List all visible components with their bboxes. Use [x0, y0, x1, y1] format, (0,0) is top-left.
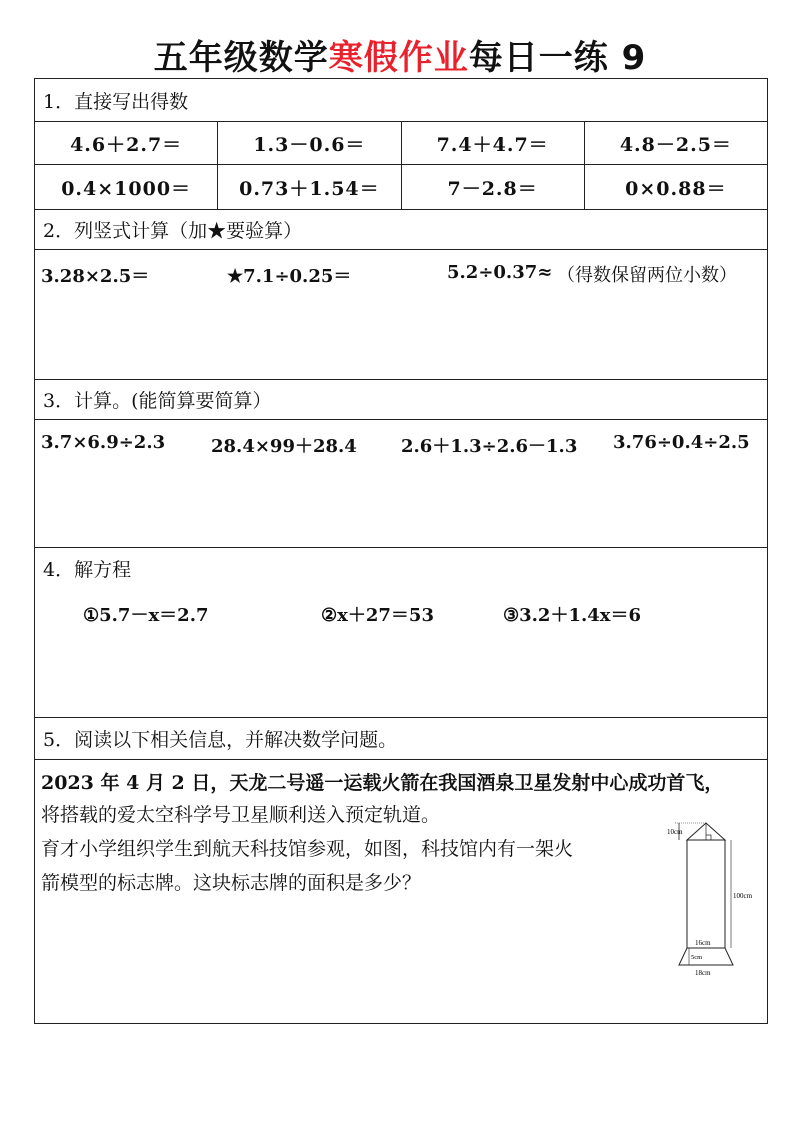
s5-para2-line2: 箭模型的标志牌。这块标志牌的面积是多少？: [41, 872, 422, 894]
section3-heading: 3．计算。(能简算要简算）: [35, 379, 767, 419]
fig-label-top: 10cm: [667, 828, 683, 836]
s1-cell: 4.8－2.5＝: [584, 122, 767, 164]
title-part1: 五年级数学: [153, 38, 329, 78]
section5-heading: 5．阅读以下相关信息，并解决数学问题。: [35, 717, 767, 759]
section4-heading: 4．解方程: [35, 547, 767, 589]
section1-row1: [35, 121, 767, 164]
page-title: [0, 30, 800, 79]
fig-label-bottom: 18cm: [695, 969, 711, 977]
title-highlight: 寒假作业: [328, 38, 469, 78]
s1-cell: 7.4＋4.7＝: [401, 122, 584, 164]
fig-label-height: 100cm: [733, 892, 753, 900]
s1-cell: 4.6＋2.7＝: [70, 133, 183, 156]
section1-heading: 1．直接写出得数: [43, 90, 189, 113]
section1-row2: [35, 164, 767, 209]
s3-item: 2.6＋1.3÷2.6－1.3: [401, 436, 578, 457]
s1-cell: 0×0.88＝: [584, 165, 767, 209]
s1-cell: 0.4×1000＝: [61, 177, 192, 200]
s2-note: （得数保留两位小数）: [557, 265, 737, 286]
fig-label-inner: 16cm: [695, 939, 711, 947]
s3-item: 28.4×99＋28.4: [211, 436, 357, 457]
s3-item: 3.76÷0.4÷2.5: [613, 432, 750, 453]
s5-para2-line1: 育才小学组织学生到航天科技馆参观，如图，科技馆内有一架火: [41, 838, 574, 860]
s4-item: ③3.2＋1.4x＝6: [503, 605, 642, 626]
s3-item: 3.7×6.9÷2.3: [41, 432, 166, 453]
s2-item: 3.28×2.5＝: [41, 266, 150, 287]
s5-para1-line1: 2023 年 4 月 2 日，天龙二号遥一运载火箭在我国酒泉卫星发射中心成功首飞，: [41, 772, 724, 794]
title-part2: 每日一练 9: [468, 38, 647, 78]
fig-label-small: 5cm: [691, 954, 703, 961]
section3-body: [35, 419, 767, 547]
s1-cell: 1.3－0.6＝: [217, 122, 400, 164]
s1-cell: 7－2.8＝: [401, 165, 584, 209]
s2-item: ★7.1÷0.25＝: [227, 266, 352, 287]
s2-item: 5.2÷0.37≈: [447, 262, 553, 283]
section2-body: [35, 249, 767, 379]
section2-heading: 2．列竖式计算（加★要验算）: [35, 209, 767, 249]
worksheet-table: [34, 78, 768, 1024]
section4-body: [35, 589, 767, 717]
s4-item: ①5.7－x＝2.7: [83, 605, 209, 626]
s5-para1-line2: 将搭载的爱太空科学号卫星顺利送入预定轨道。: [41, 804, 441, 826]
s4-item: ②x＋27＝53: [321, 605, 434, 626]
s1-cell: 0.73＋1.54＝: [217, 165, 400, 209]
rocket-sign-figure: [665, 818, 761, 978]
section5-body: [35, 759, 767, 1023]
